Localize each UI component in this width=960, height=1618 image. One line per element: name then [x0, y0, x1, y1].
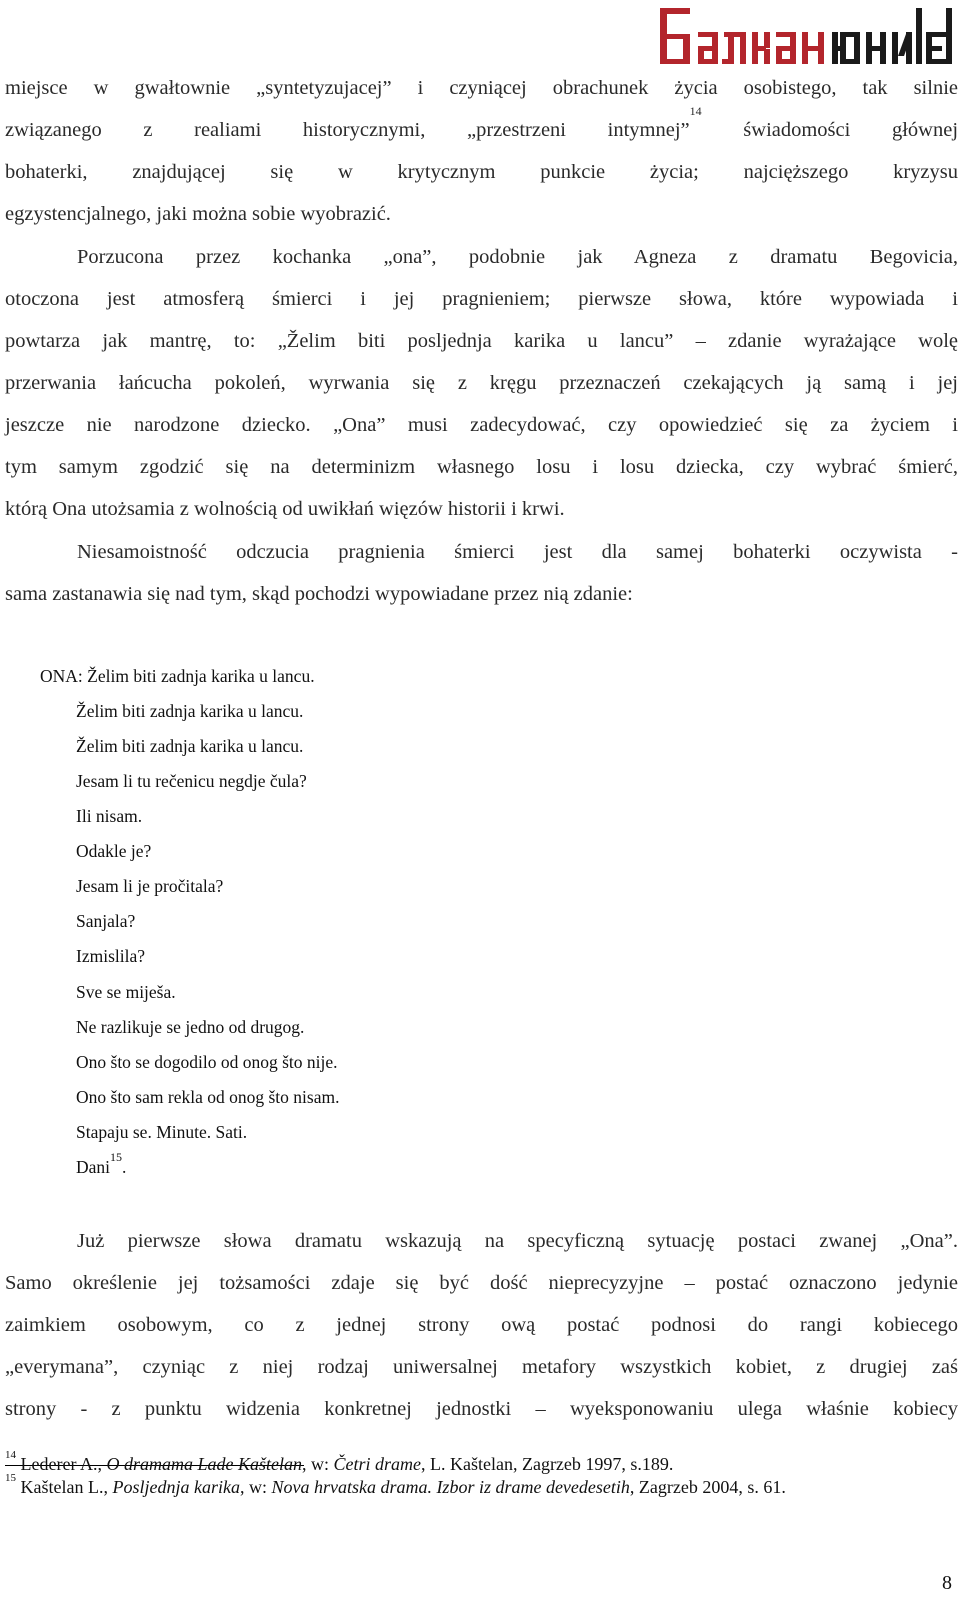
quote-line: Ili nisam.	[76, 806, 143, 826]
body-line: egzystencjalnego, jaki można sobie wyobrazić.	[5, 203, 391, 225]
body-line: miejsce w gwałtownie „syntetyzujacej” i czyniącej obrachunek życia osobistego, tak silnie	[5, 77, 958, 99]
quote-line: Sve se miješa.	[76, 982, 176, 1002]
footnote-15: $^{15}$ Kaštelan L., Posljednja karika, w: Nova hrvatska drama. Izbor iz drame devedesetih, Zagrzeb 2004, s. 61.	[5, 1472, 786, 1497]
footnote-ref-14[interactable]: 14	[689, 104, 702, 118]
balkan-united-logo	[658, 4, 958, 72]
footnote-14: $^{14}$ Lederer A., O dramama Lade Kaštelan, w: Četri drame, L. Kaštelan, Zagrzeb 1997, s.189.	[5, 1449, 674, 1474]
quote-line: Ono što se dogodilo od onog što nije.	[76, 1052, 338, 1072]
quote-line: Dani$^{15}$.	[76, 1150, 127, 1177]
quote-line: Želim biti zadnja karika u lancu.	[76, 701, 304, 721]
quote-line: Ono što sam rekla od onog što nisam.	[76, 1087, 340, 1107]
body-line: „everymana”, czyniąc z niej rodzaj uniwersalnej metafory wszystkich kobiet, z drugiej zaś	[5, 1356, 958, 1378]
body-line: tym samym zgodzić się na determinizm własnego losu i losu dziecka, czy wybrać śmierć,	[5, 456, 958, 478]
page-number: 8	[942, 1572, 952, 1594]
body-line: otoczona jest atmosferą śmierci i jej pragnieniem; pierwsze słowa, które wypowiada i	[5, 288, 958, 310]
body-line: powtarza jak mantrę, to: „Želim biti posljednja karika u lancu” – zdanie wyrażające wolę	[5, 330, 958, 352]
quote-line: Izmislila?	[76, 946, 146, 966]
quote-line: Ne razlikuje se jedno od drugog.	[76, 1017, 305, 1037]
body-line: Niesamoistność odczucia pragnienia śmierci jest dla samej bohaterki oczywista -	[77, 541, 958, 563]
body-line: którą Ona utożsamia z wolnością od uwikłań więzów historii i krwi.	[5, 498, 565, 520]
quote-line: Sanjala?	[76, 911, 136, 931]
body-line: strony - z punktu widzenia konkretnej jednostki – wyeksponowaniu ulega właśnie kobiecy	[5, 1398, 958, 1420]
body-line: związanego z realiami historycznymi, „przestrzeni intymnej”$^{14}$ świadomości głównej	[5, 104, 959, 141]
quote-line: Želim biti zadnja karika u lancu.	[76, 736, 304, 756]
quote-line: Jesam li tu rečenicu negdje čula?	[76, 771, 307, 791]
body-line: bohaterki, znajdującej się w krytycznym punkcie życia; najcięższego kryzysu	[5, 161, 958, 183]
footnote-ref-15[interactable]: 15	[110, 1150, 123, 1164]
quote-speaker-line: ONA: Želim biti zadnja karika u lancu.	[40, 666, 315, 686]
body-line: przerwania łańcucha pokoleń, wyrwania się z kręgu przeznaczeń czekających ją samą i jej	[5, 372, 958, 394]
body-line: Porzucona przez kochanka „ona”, podobnie jak Agneza z dramatu Begovicia,	[77, 246, 958, 268]
body-line: zaimkiem osobowym, co z jednej strony ową postać podnosi do rangi kobiecego	[5, 1314, 958, 1336]
body-line: Już pierwsze słowa dramatu wskazują na specyficzną sytuację postaci zwanej „Ona”.	[77, 1230, 958, 1252]
quote-line: Odakle je?	[76, 841, 152, 861]
quote-line: Jesam li je pročitala?	[76, 876, 224, 896]
logo-text: BALKAN UNITED	[808, 70, 817, 71]
quote-line: Stapaju se. Minute. Sati.	[76, 1122, 248, 1142]
body-line: Samo określenie jej tożsamości zdaje się być dość nieprecyzyjne – postać oznaczono jedynie	[5, 1272, 958, 1294]
body-line: jeszcze nie narodzone dziecko. „Ona” musi zadecydować, czy opowiedzieć się za życiem i	[5, 414, 958, 436]
body-line: sama zastanawia się nad tym, skąd pochodzi wypowiadane przez nią zdanie:	[5, 583, 633, 605]
